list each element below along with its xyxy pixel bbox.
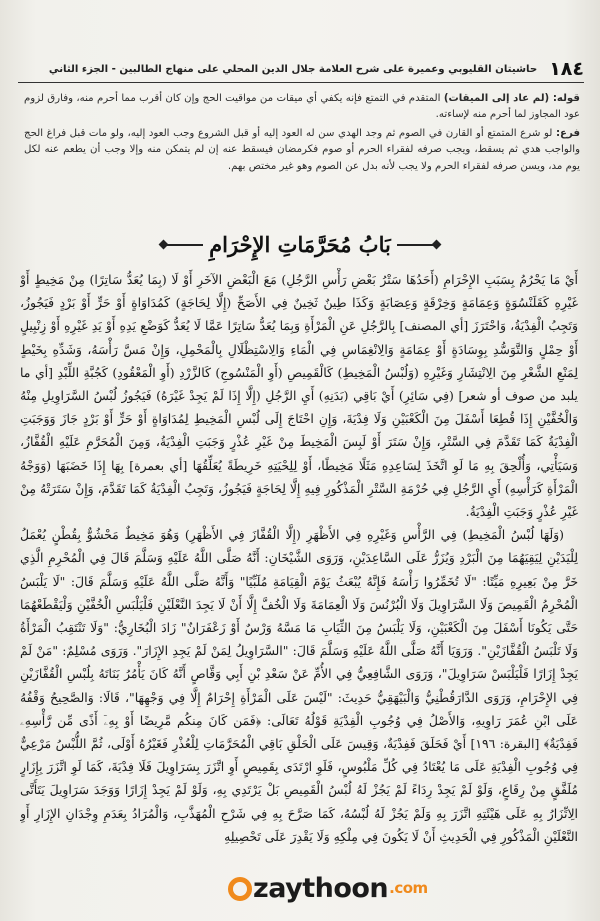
footnote [24, 126, 580, 175]
watermark-logo [228, 872, 428, 904]
footnote-text: لو شرع المتمتع أو القارن في الصوم ثم وجد الهدي سن له العود إليه أو قبل الشروع وجب العود إليه، ولو مات قبل فراغ الحج والواجب هدي ثم يسقط، ويجب صرفه لفقراء الحرم أو صوم فكرمضان فيسقط عنه إن لم يتمكن منه وإلا وجب أن يطعم عنه لكل يوم مد، ويسن صرفه لفقراء الحرم ولا يجب لأنه بدل عن الصوم وهو غير مختص بهم. [24, 127, 580, 172]
watermark-brand: zaythoon [253, 872, 389, 904]
footnotes [24, 91, 580, 177]
running-header [18, 56, 584, 83]
footnote-label: قوله: (لم عاد إلى الميقات) [443, 93, 580, 104]
chapter-heading [0, 224, 600, 264]
paragraph: (وَلَهَا لُبْسُ الْمَخِيطِ) فِي الرَّأْسِ وَغَيْرِهِ فِي الأَظْهَرِ (إِلَّا الْقُفَّازَ فِي الأَظْهَرِ) وَهُوَ مَخِيطٌ مَحْشُوٌّ بِقُطْنٍ يُعْمَلُ لِلْيَدَيْنِ لِيَقِيَهُمَا مِنَ الْبَرْدِ وَيُزَرُّ عَلَى السَّاعِدَيْنِ، وَرَوَى الشَّيْخَانِ: أَنَّهُ صَلَّى اللَّهُ عَلَيْهِ وَسَلَّمَ قَالَ فِي الْمُحْرِمِ الَّذِي خَرَّ مِنْ بَعِيرِهِ مَيِّتًا: "لَا تُخَمِّرُوا رَأْسَهُ فَإِنَّهُ يُبْعَثُ يَوْمَ الْقِيَامَةِ مُلَبِّيًا" وَأَنَّهُ صَلَّى اللَّهُ عَلَيْهِ وَسَلَّمَ قَالَ: "لَا يَلْبَسُ الْمُحْرِمُ الْقَمِيصَ وَلَا السَّرَاوِيلَ وَلَا الْبُرْنُسَ وَلَا الْعِمَامَةَ وَلَا الْخُفَّ إِلَّا أَنْ لَا يَجِدَ النَّعْلَيْنِ فَلْيَلْبَسِ الْخُفَّيْنِ وَلْيَقْطَعْهُمَا حَتَّى يَكُونَا أَسْفَلَ مِنَ الْكَعْبَيْنِ، وَلَا يَلْبَسُ مِنَ الثِّيَابِ مَا مَسَّهُ وَرْسٌ أَوْ زَعْفَرَانٌ" زَادَ الْبُخَارِيُّ: "وَلَا تَنْتَقِبُ الْمَرْأَةُ وَلَا تَلْبَسُ الْقُفَّازَيْنِ". وَرَوَيَا أَنَّهُ صَلَّى اللَّهُ عَلَيْهِ وَسَلَّمَ قَالَ: "السَّرَاوِيلُ لِمَنْ لَمْ يَجِدِ الإِزَارَ". وَرَوَى مُسْلِمٌ: "مَنْ لَمْ يَجِدْ إِزَارًا فَلْيَلْبَسْ سَرَاوِيلَ"، وَرَوَى الشَّافِعِيُّ فِي الأُمِّ عَنْ سَعْدِ بْنِ أَبِي وَقَّاصٍ أَنَّهُ كَانَ يَأْمُرُ بَنَاتَهُ بِلُبْسِ الْقُفَّازَيْنِ فِي الإِحْرَامِ، وَرَوَى الدَّارَقُطْنِيُّ وَالْبَيْهَقِيُّ حَدِيثَ: "لَيْسَ عَلَى الْمَرْأَةِ إِحْرَامٌ إِلَّا فِي وَجْهِهَا"، قَالَا: وَالصَّحِيحُ وَقْفُهُ عَلَى ابْنِ عُمَرَ رَاوِيهِ، وَالأَصْلُ فِي وُجُوبِ الْفِدْيَةِ قَوْلُهُ تَعَالَى: ﴿فَمَن كَانَ مِنكُم مَّرِيضًا أَوْ بِهِۦٓ أَذًى مِّن رَّأْسِهِۦ فَفِدْيَةٌ﴾ [البقرة: ١٩٦] أَيْ فَحَلَقَ فَفِدْيَةٌ، وَقِيسَ عَلَى الْحَلْقِ بَاقِي الْمُحَرَّمَاتِ لِلْعُذْرِ فَغَيْرُهُ أَوْلَى، ثُمَّ اللُّبْسُ مَرْعِيٌّ فِي وُجُوبِ الْفِدْيَةِ عَلَى مَا يُعْتَادُ فِي كُلِّ مَلْبُوسٍ، فَلَوِ ارْتَدَى بِقَمِيصٍ أَوِ اتَّزَرَ بِسَرَاوِيلَ فَلَا فِدْيَةَ، كَمَا لَوِ اتَّزَرَ بِإِزَارٍ مُلَفَّقٍ مِنْ رِقَاعٍ، وَلَوْ لَمْ يَجِدْ رِدَاءً لَمْ يَجُزْ لَهُ لُبْسُ الْقَمِيصِ بَلْ يَرْتَدِي بِهِ، وَلَوْ لَمْ يَجِدْ إِزَارًا وَوَجَدَ سَرَاوِيلَ يَتَأَتَّى الِاتِّزَارُ بِهِ عَلَى هَيْئَتِهِ اتَّزَرَ بِهِ وَلَمْ يَجُزْ لَهُ لُبْسُهُ، كَمَا صَرَّحَ بِهِ فِي شَرْحِ الْمُهَذَّبِ، وَالْمُرَادُ بِعَدَمِ وِجْدَانِ الإِزَارِ أَوِ النَّعْلَيْنِ الْمَذْكُورِ فِي الْحَدِيثِ أَنْ لَا يَكُونَ فِي مِلْكِهِ وَلَا يَقْدِرَ عَلَى تَحْصِيلِهِ [20, 527, 578, 844]
paragraph: أَيْ مَا يَحْرُمُ بِسَبَبِ الإِحْرَامِ (أَحَدُهَا سَتْرُ بَعْضِ رَأْسِ الرَّجُلِ) مَعَ الْبَعْضِ الآخَرِ أَوْ لَا (بِمَا يُعَدُّ سَاتِرًا) مِنْ مَخِيطٍ أَوْ غَيْرِهِ كَقَلَنْسُوَةٍ وَعِمَامَةٍ وَخِرْقَةٍ وَعِصَابَةٍ وَكَذَا طِينٌ ثَخِينٌ فِي الأَصَحِّ (إِلَّا لِحَاجَةٍ) كَمُدَاوَاةٍ أَوْ حَرٍّ أَوْ بَرْدٍ فَيَجُوزُ، وَتَجِبُ الْفِدْيَةُ، وَاحْتَرَزَ [أي المصنف] بِالرَّجُلِ عَنِ الْمَرْأَةِ وَبِمَا يُعَدُّ سَاتِرًا عَمَّا لَا يُعَدُّ كَوَضْعِ يَدِهِ أَوْ يَدِ غَيْرِهِ أَوْ زِنْبِيلٍ أَوْ حِمْلٍ وَالتَّوَسُّدِ بِوِسَادَةٍ أَوْ عِمَامَةٍ وَالِانْغِمَاسِ فِي الْمَاءِ وَالِاسْتِظْلَالِ بِالْمَحْمِلِ، وَإِنْ مَسَّ رَأْسَهُ، وَشَدِّهِ بِخَيْطٍ لِمَنْعِ الشَّعْرِ مِنَ الِانْتِشَارِ وَغَيْرِهِ (وَلُبْسُ الْمَخِيطِ) كَالْقَمِيصِ (أَوِ الْمَنْسُوجِ) كَالزَّرْدِ (أَوِ الْمَعْقُودِ) كَجُبَّةِ اللِّبْدِ [أي ما يلبد من صوف أو شعر] (فِي سَائِرِ) أَيْ بَاقِي (بَدَنِهِ) أَيِ الرَّجُلِ (إِلَّا إِذَا لَمْ يَجِدْ غَيْرَهُ) فَيَجُوزُ لُبْسُ السَّرَاوِيلِ مِنْهُ وَالْخُفَّيْنِ إِذَا قُطِعَا أَسْفَلَ مِنَ الْكَعْبَيْنِ وَلَا فِدْيَةَ، وَإِنِ احْتَاجَ إِلَى لُبْسِ الْمَخِيطِ لِمُدَاوَاةٍ أَوْ حَرٍّ أَوْ بَرْدٍ جَازَ وَوَجَبَتِ الْفِدْيَةُ كَمَا تَقَدَّمَ فِي السَّتْرِ، وَإِنْ سَتَرَ أَوْ لَبِسَ الْمَخِيطَ مِنْ غَيْرِ عُذْرٍ وَجَبَتِ الْفِدْيَةُ، وَمِنَ الْمُحَرَّمِ عَلَيْهِ الْقُفَّازُ، وَسَيَأْتِي، وَأُلْحِقَ بِهِ مَا لَوِ اتَّخَذَ لِسَاعِدِهِ مَثَلًا مَخِيطًا، أَوْ لِلِحْيَتِهِ خَرِيطَةً يُعَلِّقُهَا [أي بعمرة] بِهَا إِذَا خَضَبَهَا (وَوَجْهُ الْمَرْأَةِ كَرَأْسِهِ) أَيِ الرَّجُلِ فِي حُرْمَةِ السَّتْرِ الْمَذْكُورِ فِيهِ إِلَّا لِحَاجَةٍ فَيَجُوزُ، وَتَجِبُ الْفِدْيَةُ كَمَا تَقَدَّمَ، وَإِنْ سَتَرَتْهُ مِنْ غَيْرِ عُذْرٍ وَجَبَتِ الْفِدْيَةُ. [20, 272, 578, 520]
footnote-label: فرع: [555, 127, 580, 139]
chapter-title: بَابُ مُحَرَّمَاتِ الإِحْرَامِ [209, 231, 391, 257]
header-title: حاشيتان القليوبي وعميرة على شرح العلامة جلال الدين المحلي على منهاج الطالبين - الجزء الثاني [48, 63, 538, 75]
zaythoon-logo-ring-icon [228, 877, 252, 901]
chapter-title-frame [163, 230, 437, 259]
ornament-left-icon [163, 244, 203, 246]
footnote [24, 91, 580, 124]
footnote-text: المتقدم في التمتع فإنه يكفي أي ميقات من مواقيت الحج وإن كان أقرب مما أحرم منه، وفارق لزوم عود المجاوز لما أحرم منه لإساءته. [24, 93, 580, 121]
ornament-right-icon [397, 244, 437, 246]
main-text [20, 268, 578, 893]
page-number: ١٨٤ [549, 58, 584, 80]
watermark-domain: .com [389, 879, 428, 897]
